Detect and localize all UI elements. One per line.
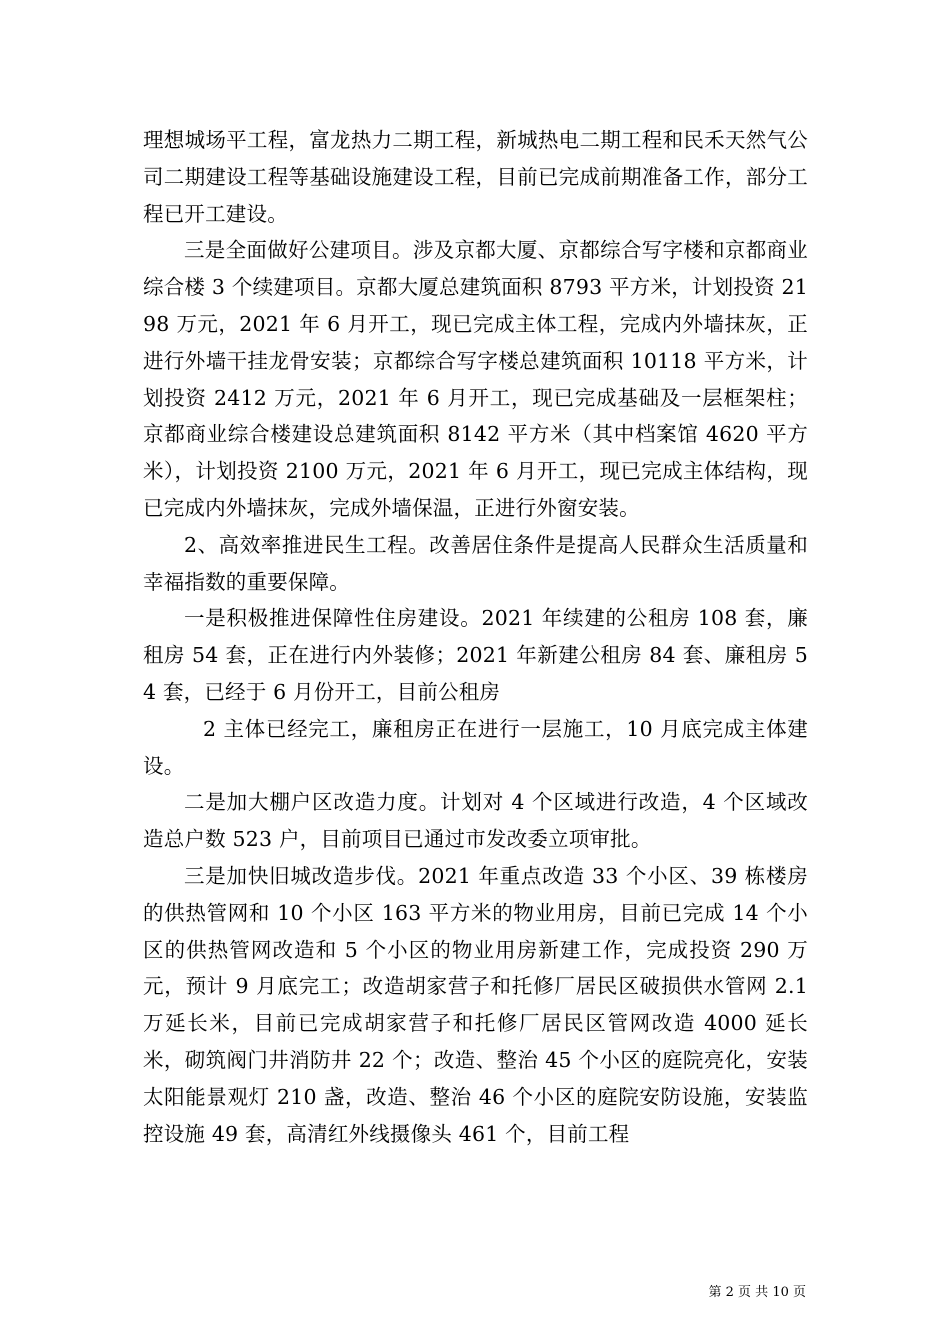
- document-body: [143, 122, 808, 1152]
- paragraph-old-town-renovation: 三是加快旧城改造步伐。2021 年重点改造 33 个小区、39 栋楼房的供热管网和 10 个小区 163 平方米的物业用房，目前已完成 14 个小区的供热管网改造和 5 个小区的物业用房新建工作，完成投资 290 万元，预计 9 月底完工；改造胡家营子和托修厂居民区破损供水管网 2.1 万延长米，目前已完成胡家营子和托修厂居民区管网改造 4000 延长米，砌筑阀门井消防井 22 个；改造、整治 45 个小区的庭院亮化，安装太阳能景观灯 210 盏，改造、整治 46 个小区的庭院安防设施，安装监控设施 49 套，高清红外线摄像头 461 个，目前工程: [143, 863, 808, 1146]
- paragraph-livelihood-projects: 2、高效率推进民生工程。改善居住条件是提高人民群众生活质量和幸福指数的重要保障。: [143, 532, 808, 594]
- paragraph-housing-progress: 2 主体已经完工，廉租房正在进行一层施工，10 月底完成主体建设。: [143, 716, 808, 778]
- paragraph-affordable-housing: 一是积极推进保障性住房建设。2021 年续建的公租房 108 套，廉租房 54 套，正在进行内外装修；2021 年新建公租房 84 套、廉租房 54 套，已经于 6 月份开工，目前公租房: [143, 606, 808, 704]
- paragraph-shantytown-renovation: 二是加大棚户区改造力度。计划对 4 个区域进行改造，4 个区域改造总户数 523 户，目前项目已通过市发改委立项审批。: [143, 790, 808, 852]
- paragraph-infrastructure-continued: 理想城场平工程，富龙热力二期工程，新城热电二期工程和民禾天然气公司二期建设工程等基础设施建设工程，目前已完成前期准备工作，部分工程已开工建设。: [143, 128, 808, 226]
- page-number-footer: 第 2 页 共 10 页: [708, 1285, 806, 1300]
- paragraph-public-buildings: 三是全面做好公建项目。涉及京都大厦、京都综合写字楼和京都商业综合楼 3 个续建项目。京都大厦总建筑面积 8793 平方米，计划投资 2198 万元，2021 年 6 月开工，现已完成主体工程，完成内外墙抹灰，正进行外墙干挂龙骨安装；京都综合写字楼总建筑面积 10118 平方米，计划投资 2412 万元，2021 年 6 月开工，现已完成基础及一层框架柱；京都商业综合楼建设总建筑面积 8142 平方米（其中档案馆 4620 平方米），计划投资 2100 万元，2021 年 6 月开工，现已完成主体结构，现已完成内外墙抹灰，完成外墙保温，正进行外窗安装。: [143, 238, 808, 520]
